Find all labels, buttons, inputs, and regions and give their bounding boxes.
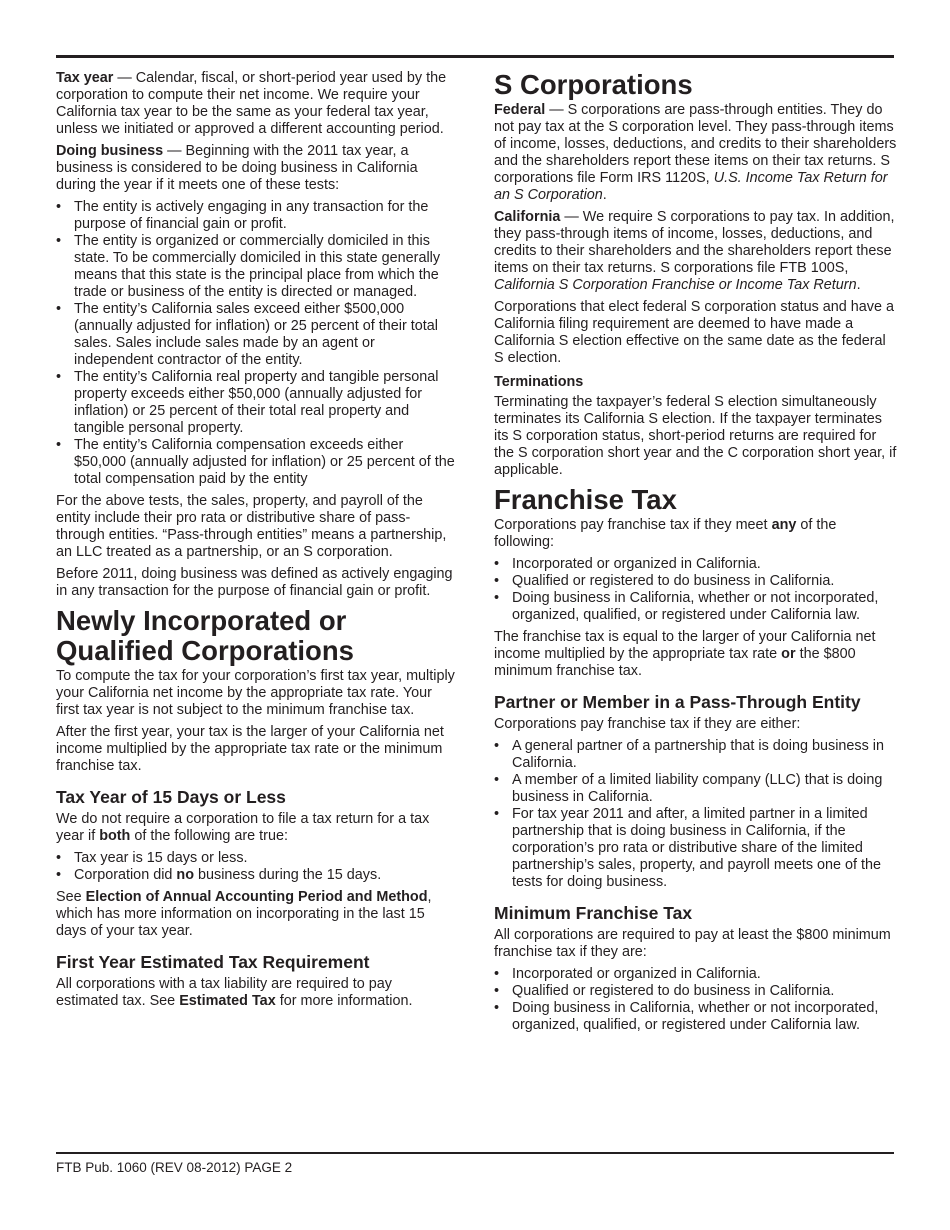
bottom-rule — [56, 1152, 894, 1154]
list-item: • The entity’s California real property and tangible personal property exceeds either $50,000 (annually adjusted for inflation) or 25 percent of their total real property and tangible personal property. — [56, 369, 456, 437]
federal-form-title: U.S. Income Tax Return for an S Corporation — [494, 170, 888, 203]
estimated-tax-heading: First Year Estimated Tax Requirement — [56, 952, 370, 972]
tax-year-paragraph — [56, 70, 456, 138]
left-column — [56, 70, 456, 1015]
federal-term: Federal — [494, 102, 546, 118]
partner-heading: Partner or Member in a Pass-Through Entity — [494, 692, 861, 712]
partner-intro: Corporations pay franchise tax if they are either: — [494, 716, 801, 732]
see-election-paragraph — [56, 889, 456, 940]
tax-year-term: Tax year — [56, 70, 114, 86]
right-column — [494, 70, 899, 1039]
fifteen-days-intro-bold: both — [99, 828, 131, 844]
doing-business-text: — Beginning with the 2011 tax year, a business is considered to be doing business in California during the year if it meets one of these tests: — [56, 143, 418, 193]
doing-business-term: Doing business — [56, 143, 164, 159]
terminations-heading: Terminations — [494, 374, 584, 390]
see-b: , which has more information on incorporating in the last 15 days of your tax year. — [56, 889, 432, 939]
estimated-b: for more information. — [275, 993, 413, 1009]
list-item: • For tax year 2011 and after, a limited partner in a limited partnership that is doing business in California, if the corporation’s pro rata or distributive share of the limited partnership’s sales, property, and payroll meets one of the tests for doing business. — [494, 806, 899, 891]
fifteen-days-list — [56, 850, 456, 884]
estimated-a: All corporations with a tax liability are required to pay estimated tax. See — [56, 976, 392, 1009]
franchise-equal-bold: or — [781, 646, 796, 662]
s-election-paragraph: Corporations that elect federal S corporation status and have a California filing requirement are deemed to have made a California S election effective on the same date as the federal S election. — [494, 299, 894, 366]
list-item: • A general partner of a partnership that is doing business in California. — [494, 738, 899, 772]
franchise-intro — [494, 517, 899, 551]
california-end: . — [856, 277, 861, 293]
list-item: • Qualified or registered to do business in California. — [494, 983, 899, 1000]
minimum-franchise-heading: Minimum Franchise Tax — [494, 903, 693, 923]
item2-b: business during the 15 days. — [194, 867, 382, 883]
item2-a: Corporation did — [74, 867, 177, 883]
see-bold: Election of Annual Accounting Period and Method — [85, 889, 428, 905]
franchise-tax-heading: Franchise Tax — [494, 484, 677, 515]
estimated-tax-paragraph — [56, 976, 456, 1010]
franchise-equal-a: The franchise tax is equal to the larger of your California net income multiplied by the appropriate tax rate — [494, 629, 876, 662]
minimum-list — [494, 966, 899, 1034]
estimated-bold: Estimated Tax — [179, 993, 276, 1009]
california-text: — We require S corporations to pay tax. In addition, they pass-through items of income, losses, deductions, and credits to their shareholders and the shareholders report these items on their tax returns. S corporations file FTB 100S, — [494, 209, 895, 276]
list-item — [56, 867, 456, 884]
list-item: • The entity’s California sales exceed either $500,000 (annually adjusted for inflation) or 25 percent of their total sales. Sales include sales made by an agent or independent contractor of the entity. — [56, 301, 456, 369]
list-item: • The entity’s California compensation exceeds either $50,000 (annually adjusted for inflation) or 25 percent of the total compensation paid by the entity — [56, 437, 456, 488]
franchise-intro-a: Corporations pay franchise tax if they meet — [494, 517, 772, 533]
first-tax-year-paragraph: To compute the tax for your corporation’s first tax year, multiply your California net income by the appropriate tax rate. Your first tax year is not subject to the minimum franchise tax. — [56, 668, 455, 718]
tax-year-text: — Calendar, fiscal, or short-period year used by the corporation to compute their net income. We require your California tax year to be the same as your federal tax year, unless we initiated or approved a different accounting period. — [56, 70, 447, 137]
federal-text: — S corporations are pass-through entities. They do not pay tax at the S corporation level. They pass-through items of income, losses, deductions, and credits to their shareholders and the shareholders report these items on their tax returns. S corporations file Form IRS 1120S, — [494, 102, 897, 186]
list-item: • Incorporated or organized in California. — [494, 556, 899, 573]
list-item: • Qualified or registered to do business in California. — [494, 573, 899, 590]
fifteen-days-intro-a: We do not require a corporation to file a tax return for a tax year if — [56, 811, 430, 844]
federal-paragraph — [494, 102, 899, 204]
doing-business-paragraph — [56, 143, 456, 194]
franchise-intro-bold: any — [771, 517, 797, 533]
list-item: • The entity is organized or commercially domiciled in this state. To be commercially domiciled in this state generally means that this state is the principal place from which the trade or business of the entity is directed or managed. — [56, 233, 456, 301]
page-footer: FTB Pub. 1060 (REV 08-2012) PAGE 2 — [56, 1160, 293, 1175]
federal-end: . — [602, 187, 607, 203]
california-paragraph — [494, 209, 899, 294]
franchise-list — [494, 556, 899, 624]
list-item: • Tax year is 15 days or less. — [56, 850, 456, 867]
top-rule — [56, 55, 894, 58]
list-item: • A member of a limited liability company (LLC) that is doing business in California. — [494, 772, 899, 806]
list-item: • The entity is actively engaging in any transaction for the purpose of financial gain or profit. — [56, 199, 456, 233]
minimum-intro: All corporations are required to pay at least the $800 minimum franchise tax if they are: — [494, 927, 891, 960]
franchise-intro-b: of the following: — [494, 517, 837, 550]
newly-heading-line2: Qualified Corporations — [56, 635, 354, 666]
list-item: • Doing business in California, whether or not incorporated, organized, qualified, or registered under California law. — [494, 1000, 899, 1034]
pass-through-paragraph: For the above tests, the sales, property, and payroll of the entity include their pro rata or distributive share of pass-through entities. “Pass-through entities” means a partnership, an LLC treated as a partnership, or an S corporation. — [56, 493, 447, 560]
california-form-title: California S Corporation Franchise or Income Tax Return — [494, 277, 857, 293]
list-item: • Doing business in California, whether or not incorporated, organized, qualified, or registered under California law. — [494, 590, 899, 624]
california-term: California — [494, 209, 561, 225]
partner-list — [494, 738, 899, 891]
before-2011-paragraph: Before 2011, doing business was defined as actively engaging in any transaction for the purpose of financial gain or profit. — [56, 566, 453, 599]
franchise-equal-b: the $800 minimum franchise tax. — [494, 646, 856, 679]
list-item: • Incorporated or organized in California. — [494, 966, 899, 983]
fifteen-days-intro-b: of the following are true: — [130, 828, 288, 844]
newly-heading-line1: Newly Incorporated or — [56, 605, 347, 636]
terminations-paragraph: Terminating the taxpayer’s federal S election simultaneously terminates its California S election. If the taxpayer terminates its S corporation status, short-period returns are required for the S corporation short year and the C corporation short year, if applicable. — [494, 394, 897, 478]
item2-bold: no — [176, 867, 194, 883]
fifteen-days-heading: Tax Year of 15 Days or Less — [56, 787, 286, 807]
franchise-equal-paragraph — [494, 629, 899, 680]
see-a: See — [56, 889, 86, 905]
newly-incorporated-heading — [56, 606, 456, 666]
s-corporations-heading: S Corporations — [494, 69, 693, 100]
fifteen-days-intro — [56, 811, 456, 845]
doing-business-tests-list — [56, 199, 456, 488]
after-first-year-paragraph: After the first year, your tax is the larger of your California net income multiplied by the appropriate tax rate or the minimum franchise tax. — [56, 724, 444, 774]
